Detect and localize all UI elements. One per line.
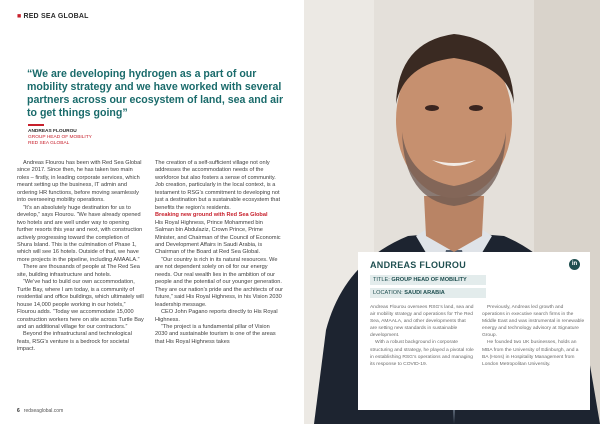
footer-site: redseaglobal.com (23, 408, 64, 414)
paragraph: Beyond the infrastructural and technological feats, RSG’s venture is a bedrock for societal impact. (17, 331, 132, 353)
linkedin-icon[interactable]: in (569, 259, 580, 270)
profile-bio-column-2 (482, 304, 586, 368)
section-label (17, 13, 89, 20)
paragraph: “The project is a fundamental pillar of Vision 2030 and sustainable tourism is one of the areas that His Royal Highness takes (155, 323, 276, 345)
page-footer (17, 408, 63, 414)
profile-title-label: TITLE: (373, 277, 390, 283)
paragraph: There are thousands of people at The Red Sea site, building infrastructure and hotels. (17, 264, 140, 278)
article-column-1 (17, 160, 145, 354)
pull-quote: “We are developing hydrogen as a part of our mobility strategy and we have worked with several partners across our ecosystem of land, sea and air to get things going” (27, 68, 284, 119)
profile-bio-paragraph: With a robust background in corporate structuring and strategy, he played a pivotal role in establishing RSG’s operations and managing its response to COVID-19. (370, 340, 474, 367)
paragraph: The creation of a self-sufficient village not only addresses the accommodation needs of the workforce but also fosters a sense of community. Job creation, particularly in the local context, is a testament to RSG’s commitment to developing not just a destination but a sustainable ecosystem that benefits the region’s residents. (155, 160, 281, 211)
quote-attribution-name: ANDREAS FLOUROU (28, 129, 77, 134)
quote-attribution (28, 129, 92, 147)
profile-card (358, 252, 590, 410)
article-column-2 (155, 160, 283, 346)
profile-location-value: SAUDI ARABIA (404, 290, 445, 296)
profile-bio-paragraph: He founded two UK businesses, holds an MBA from the University of Edinburgh, and a BA (Hons) in Hospitality Management from London Metropolitan University. (482, 340, 579, 367)
profile-location-row (370, 288, 486, 298)
profile-bio-column-1 (370, 304, 474, 368)
paragraph: CEO John Pagano reports directly to His Royal Highness. (155, 309, 278, 323)
quote-attribution-org: RED SEA GLOBAL (28, 141, 70, 146)
profile-name: ANDREAS FLOUROU (370, 260, 466, 270)
profile-bio-paragraph: Andreas Flourou oversees RSG’s land, sea and air mobility strategy and operations for The Red Sea, AMAALA, and other developments that are setting new standards in sustainable development. (370, 305, 474, 339)
paragraph: His Royal Highness, Prince Mohammed bin Salman bin Abdulaziz, Crown Prince, Prime Minister, and Chairman of the Council of Economic and Development Affairs in Saudi Arabia, is Chairman of the Board at Red Sea Global. (155, 219, 281, 256)
paragraph: Andreas Flourou has been with Red Sea Global since 2017. Since then, he has taken two main roles – firstly, in leading corporate services, which meant setting up the business, IT admin and ordering HR functions, before moving seamlessly into overseeing mobility operations. (17, 160, 142, 204)
paragraph: “Our country is rich in its natural resources. We are not dependent solely on oil for our energy needs. Our real wealth lies in the ambition of our people and the potential of our younger generation. They are our nation’s pride and the architects of our future,” said His Royal Highness, in his Vision 2030 leadership message. (155, 256, 284, 308)
paragraph: “We’ve had to build our own accommodation, Turtle Bay, where I am today, is a community of residential and office buildings, which ultimately will house 14,000 people working in our hotels,” Flourou adds. “Today we accommodate 15,000 construction workers here on site across Turtle Bay and an additional village for our contractors.” (17, 279, 144, 330)
section-label-text: RED SEA GLOBAL (23, 13, 89, 20)
section-marker-icon: ■ (17, 13, 22, 20)
profile-bio-paragraph: Previously, Andreas led growth and operations in executive search firms in the Middle East and was instrumental in renewable energy and technology advisory at Signature Group. (482, 305, 585, 339)
article-subheading: Breaking new ground with Red Sea Global (155, 212, 268, 219)
paragraph: “It’s an absolutely huge destination for us to develop,” says Flourou. “We have already opened two hotels and are well under way to opening further resorts this year and next, with construction actively progressing toward the completion of Shura Island. This is the culmination of Phase 1, which will see 16 hotels. Outside of that, we have more projects in the pipeline, including AMAALA.” (17, 204, 143, 263)
page-number: 6 (17, 408, 20, 414)
profile-location-label: LOCATION: (373, 290, 403, 296)
quote-divider (28, 124, 44, 126)
quote-attribution-title: GROUP HEAD OF MOBILITY (28, 135, 92, 140)
profile-title-row (370, 275, 486, 285)
profile-title-value: GROUP HEAD OF MOBILITY (391, 277, 467, 283)
